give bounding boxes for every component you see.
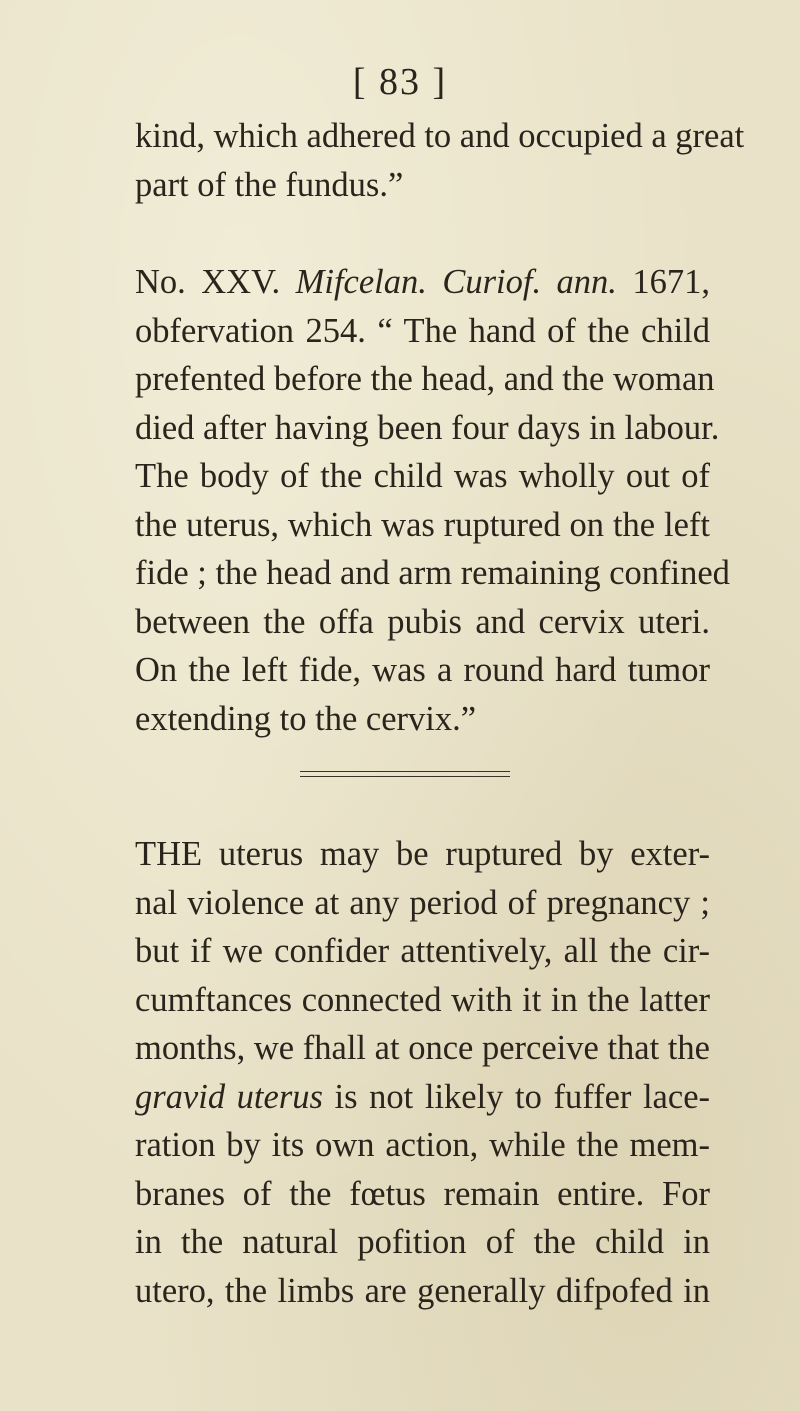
- text-line: part of the fundus.”: [135, 165, 404, 204]
- section-paragraph: [135, 830, 710, 1315]
- text-line: but if we confider attentively, all the cir-: [135, 932, 710, 970]
- text-line: kind, which adhered to and occupied a great: [135, 117, 745, 155]
- text-line: THE uterus may be ruptured by exter-: [135, 835, 710, 873]
- text-line-case-heading: [135, 258, 710, 307]
- text-line: the uterus, which was ruptured on the left: [135, 505, 710, 544]
- case-observation-paragraph: [135, 258, 730, 743]
- citation-year: 1671,: [632, 263, 711, 301]
- text-line: cumftances connected with it in the latter: [135, 980, 710, 1019]
- section-divider-rule: [300, 771, 510, 777]
- text-line: died after having been four days in labour.: [135, 408, 720, 447]
- case-number: No. XXV.: [135, 263, 281, 301]
- text-line: fide ; the head and arm remaining confined: [135, 554, 730, 592]
- text-line: in the natural pofition of the child in: [135, 1223, 710, 1261]
- text-line: months, we fhall at once perceive that the: [135, 1029, 710, 1067]
- text-line: branes of the fœtus remain entire. For: [135, 1174, 710, 1213]
- source-citation: Mifcelan. Curiof. ann.: [295, 263, 617, 301]
- text-line: extending to the cervix.”: [135, 699, 477, 738]
- paragraph-continuation: [135, 112, 745, 209]
- text-line: obfervation 254. “ The hand of the child: [135, 311, 710, 350]
- text-line: prefented before the head, and the woman: [135, 360, 715, 398]
- page-number: [ 83 ]: [352, 61, 448, 103]
- text-line: between the offa pubis and cervix uteri.: [135, 602, 710, 641]
- line-remainder: is not likely to fuffer lace-: [334, 1077, 710, 1116]
- text-line: The body of the child was wholly out of: [135, 457, 710, 495]
- text-line: On the left fide, was a round hard tumor: [135, 651, 710, 689]
- italic-term: gravid uterus: [135, 1077, 323, 1116]
- text-line: utero, the limbs are generally difpofed in: [135, 1271, 710, 1310]
- text-line-gravid-uterus: [135, 1073, 710, 1122]
- text-line: nal violence at any period of pregnancy ;: [135, 883, 710, 922]
- text-line: ration by its own action, while the mem-: [135, 1126, 710, 1164]
